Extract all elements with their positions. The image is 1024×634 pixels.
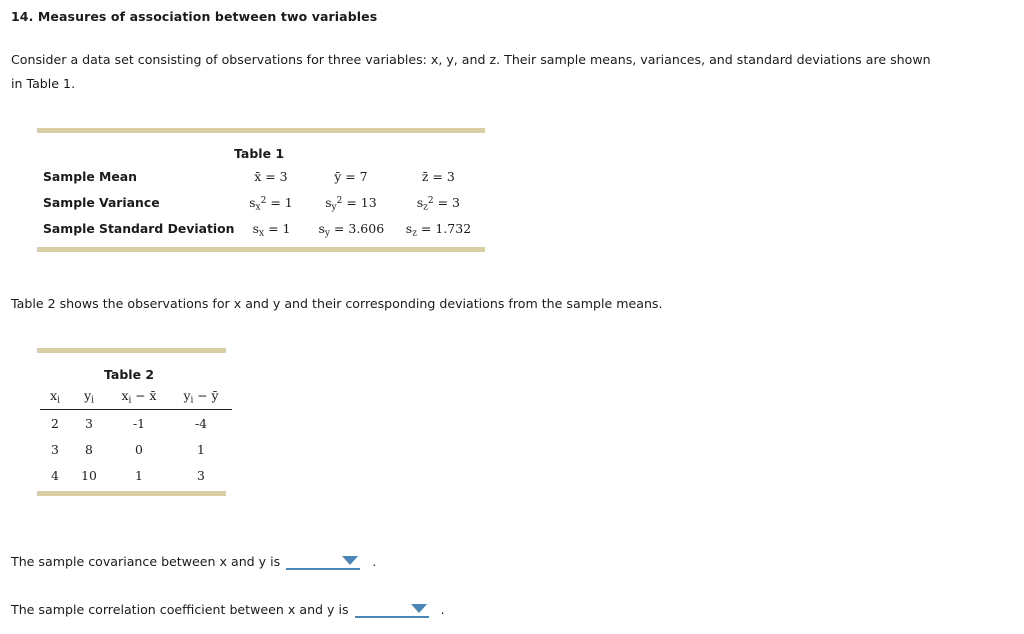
table1-bottom-rule: [37, 247, 485, 252]
table2-cell-xi: 4: [51, 467, 59, 483]
table1-cell-sd-x: $s_x = 1$: [252, 221, 291, 239]
table-row: [43, 195, 483, 221]
table1-value-var-y: 13: [360, 195, 377, 210]
covariance-dropdown[interactable]: [286, 552, 360, 570]
table1-value-mean-y: 7: [359, 169, 368, 184]
table1-value-mean-z: 3: [446, 169, 455, 184]
table2-cell-yi: 10: [81, 467, 97, 483]
table2-header-xi: $x_i$: [40, 388, 70, 410]
answer-correlation: [11, 600, 445, 618]
table1-value-sd-y: 3.606: [348, 221, 385, 236]
answer-covariance: [11, 552, 376, 570]
table1-cell-mean-z: z̄ = 3: [421, 169, 455, 184]
table1-cell-var-z: $s_z^2 = 3$: [416, 195, 460, 213]
table2-cell-dx: 1: [135, 467, 143, 483]
table2-cell-dy: 3: [197, 467, 205, 483]
table2-cell-dy: -4: [194, 415, 208, 431]
table1-top-rule: [37, 128, 485, 133]
table2-header-dy: $y_i$ − ȳ: [170, 388, 232, 410]
table1-caption: Table 1: [234, 146, 285, 161]
table2-cell-dx: 0: [135, 441, 143, 457]
table2: [40, 388, 232, 488]
table1-cell-var-x: $s_x^2 = 1$: [249, 195, 293, 213]
table2-bottom-rule: [37, 491, 226, 496]
table2-header-yi: $y_i$: [70, 388, 108, 410]
table2-cell-dy: 1: [197, 441, 205, 457]
table1-value-var-x: 1: [284, 195, 293, 210]
table1-value-mean-x: 3: [279, 169, 288, 184]
table-row: [43, 221, 483, 247]
table1-value-sd-z: 1.732: [435, 221, 472, 236]
table1-cell-sd-z: $s_z = 1.732$: [405, 221, 472, 239]
table-row: [40, 436, 232, 462]
table2-top-rule: [37, 348, 226, 353]
table1-cell-sd-y: $s_y = 3.606$: [318, 221, 385, 239]
table2-cell-xi: 2: [51, 415, 59, 431]
table1-value-var-z: 3: [452, 195, 460, 210]
table2-cell-xi: 3: [51, 441, 59, 457]
table2-cell-yi: 8: [85, 441, 93, 457]
page-title: 14. Measures of association between two variables: [11, 9, 378, 24]
answer-correlation-label: The sample correlation coefficient between x and y is: [11, 601, 349, 617]
answer-covariance-label: The sample covariance between x and y is: [11, 553, 281, 569]
intro-paragraph: Consider a data set consisting of observations for three variables: x, y, and z. Their sample means, variances, and standard deviations are shown in Table 1.: [11, 52, 931, 91]
table1-row-label: Sample Mean: [43, 169, 137, 184]
table-row: [40, 410, 232, 437]
table2-cell-yi: 3: [85, 415, 93, 431]
table1-row-label: Sample Standard Deviation: [43, 221, 235, 236]
table1-value-sd-x: 1: [282, 221, 291, 236]
correlation-dropdown[interactable]: [355, 600, 429, 618]
table1-cell-mean-x: x̄ = 3: [254, 169, 288, 184]
table2-header-dx: $x_i$ − x̄: [108, 388, 170, 410]
table1-cell-var-y: $s_y^2 = 13$: [325, 195, 377, 213]
table2-lead-in: Table 2 shows the observations for x and y and their corresponding deviations from the sample means.: [11, 296, 663, 311]
table1-row-label: Sample Variance: [43, 195, 160, 210]
chevron-down-icon: [411, 604, 427, 613]
table-row: [43, 169, 483, 195]
table1-cell-mean-y: ȳ = 7: [334, 169, 368, 184]
table2-caption: Table 2: [104, 367, 155, 382]
table1-grid: [43, 169, 483, 247]
answer-correlation-period: .: [440, 601, 445, 617]
table2-cell-dx: -1: [132, 415, 146, 431]
table2-header-row: [40, 388, 232, 410]
chevron-down-icon: [342, 556, 358, 565]
answer-covariance-period: .: [372, 553, 377, 569]
table-row: [40, 462, 232, 488]
